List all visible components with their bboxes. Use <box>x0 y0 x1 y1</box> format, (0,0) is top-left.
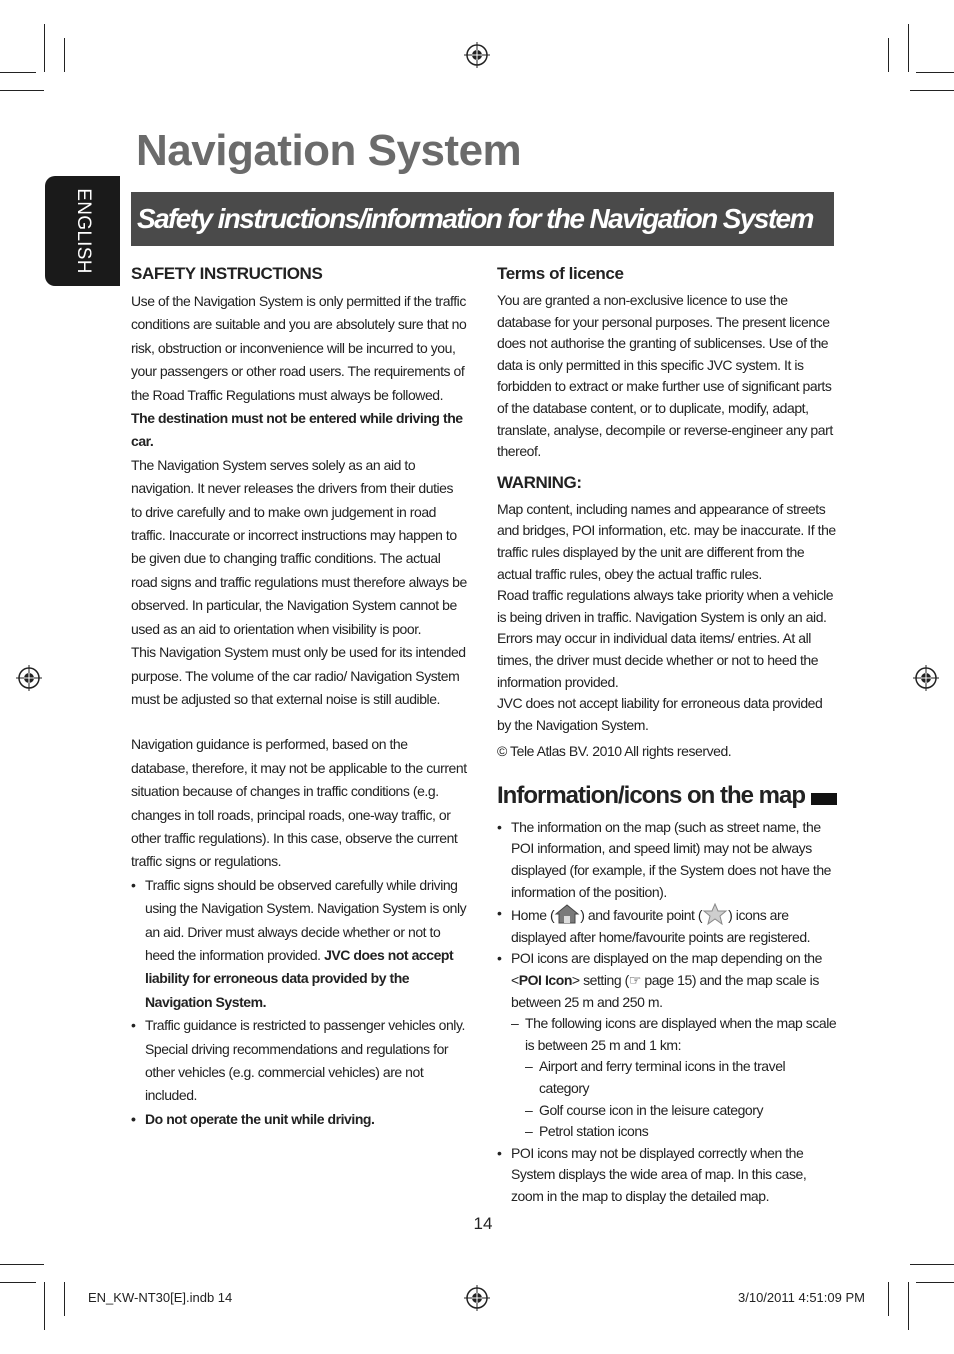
list-item: • The information on the map (such as street name, the POI information, and speed limit) may not be always displayed (for example, if the System does not have the information of the position). <box>497 817 837 903</box>
crop-mark <box>910 1264 954 1265</box>
bullet-bold: JVC does not accept liability for erroneous data provided by the Navigation System. <box>145 946 454 1010</box>
crop-mark <box>888 1282 889 1316</box>
print-timestamp: 3/10/2011 4:51:09 PM <box>738 1290 865 1305</box>
language-tab <box>45 176 120 286</box>
warning-paragraph-2: Road traffic regulations always take priority when a vehicle is being driven in traffic. Navigation System is only an aid. Errors may occur in individual data items/ entries. At all times, the driver must decide whether or not to heed the information provided. <box>497 587 834 690</box>
section-banner: Safety instructions/information for the Navigation System <box>131 192 834 246</box>
crop-mark <box>908 1282 909 1330</box>
registration-mark-icon <box>913 665 939 691</box>
list-item: – Petrol station icons <box>525 1121 837 1143</box>
left-column <box>131 262 467 1131</box>
info-sub-list <box>511 1013 837 1143</box>
registration-mark-icon <box>464 42 490 68</box>
safety-paragraph-2: The Navigation System serves solely as an aid to navigation. It never releases the drivers from their duties to drive carefully and to make own judgement in road traffic. Inaccurate or incorrect instructions may happen to be given due to changing traffic conditions. The actual road signs and traffic regulations must therefore always be observed. In particular, the Navigation System cannot be used as an aid to orientation when visibility is poor. <box>131 456 467 637</box>
favourite-star-icon <box>702 903 728 925</box>
safety-paragraph-1 <box>131 290 467 454</box>
list-item: • Do not operate the unit while driving. <box>131 1108 467 1131</box>
crop-mark <box>44 1282 45 1330</box>
list-item: – Airport and ferry terminal icons in the travel category <box>525 1056 837 1099</box>
bullet-text: ) icons are displayed after home/favourite points are registered. <box>511 907 811 945</box>
crop-mark <box>0 90 44 91</box>
bullet-text: > setting (☞ page 15) and the map scale is between 25 m and 250 m. <box>511 972 819 1010</box>
info-heading <box>497 781 837 811</box>
page-title: Navigation System <box>136 126 522 175</box>
crop-mark <box>0 72 36 73</box>
registration-mark-icon <box>16 665 42 691</box>
registration-mark-icon <box>464 1285 490 1311</box>
bullet-text: ) and favourite point ( <box>580 907 703 924</box>
crop-mark <box>44 24 45 72</box>
list-item <box>497 903 837 948</box>
page-number: 14 <box>473 1214 493 1233</box>
list-item: • Traffic guidance is restricted to passenger vehicles only. Special driving recommendations and regulations for other vehicles (e.g. commercial vehicles) are not included. <box>131 1014 467 1108</box>
poi-icon-setting-label: POI Icon <box>518 972 572 989</box>
terms-heading: Terms of licence <box>497 264 624 283</box>
crop-mark <box>916 72 954 73</box>
list-item <box>131 874 467 1014</box>
safety-warning-bold: The destination must not be entered while driving the car. <box>131 410 463 450</box>
home-icon <box>554 903 580 925</box>
safety-bullet-list <box>131 874 467 1131</box>
crop-mark <box>0 1264 44 1265</box>
crop-mark <box>916 1282 954 1283</box>
safety-text: Use of the Navigation System is only permitted if the traffic conditions are suitable and you are absolutely sure that no risk, obstruction or inconvenience will be incurred to you, your passengers or other road users. The requirements of the Road Traffic Regulations must always be followed. <box>131 293 467 403</box>
crop-mark <box>64 38 65 72</box>
warning-heading: WARNING: <box>497 472 582 492</box>
list-item: • POI icons may not be displayed correctly when the System displays the wide area of map. In this case, zoom in the map to display the detailed map. <box>497 1143 837 1208</box>
crop-mark <box>908 24 909 72</box>
right-column <box>497 262 837 1208</box>
section-marker-icon <box>811 793 837 805</box>
file-info: EN_KW-NT30[E].indb 14 <box>88 1290 233 1305</box>
bullet-text: The following icons are displayed when the map scale is between 25 m and 1 km: <box>525 1015 837 1053</box>
safety-heading: SAFETY INSTRUCTIONS <box>131 264 323 283</box>
bullet-text: POI icons are displayed on the map depending on the < <box>511 950 822 989</box>
crop-mark <box>64 1282 65 1316</box>
warning-paragraph-1: Map content, including names and appearance of streets and bridges, POI information, etc. may be inaccurate. If the traffic rules displayed by the unit are different from the actual traffic rules, obey the actual traffic rules. <box>497 500 836 582</box>
language-tab-label: ENGLISH <box>73 188 94 274</box>
list-item <box>511 1013 837 1143</box>
warning-paragraph-3: JVC does not accept liability for erroneous data provided by the Navigation System. <box>497 695 823 733</box>
terms-paragraph: You are granted a non-exclusive licence to use the database for your personal purposes. The present licence does not authorise the granting of sublicenses. Use of the data is only permitted in this specific JVC system. It is forbidden to extract or make further use of significant parts of the database content, or to duplicate, modify, adapt, translate, analyse, decompile or reverse-engineer any part thereof. <box>497 292 833 460</box>
bullet-text: Home ( <box>511 907 555 924</box>
info-bullet-list <box>497 817 837 1208</box>
crop-mark <box>888 38 889 72</box>
list-item <box>497 948 837 1142</box>
bullet-text: Traffic signs should be observed carefully while driving using the Navigation System. Navigation System is only an aid. Driver must always decide whether or not to heed the information provided. <box>145 876 467 963</box>
crop-mark <box>910 90 954 91</box>
list-item: – Golf course icon in the leisure category <box>525 1100 837 1122</box>
safety-paragraph-4: Navigation guidance is performed, based on the database, therefore, it may not be applicable to the current situation because of changes in traffic conditions (e.g. changes in toll roads, principal roads, one-way traffic, or other traffic regulations). In this case, observe the current traffic signs or regulations. <box>131 736 467 870</box>
info-heading-text: Information/icons on the map <box>497 781 806 809</box>
safety-paragraph-3: This Navigation System must only be used for its intended purpose. The volume of the car radio/ Navigation System must be adjusted so that external noise is still audible. <box>131 644 466 707</box>
copyright-text: © Tele Atlas BV. 2010 All rights reserved. <box>497 743 732 760</box>
info-sub-sub-list <box>525 1056 837 1142</box>
crop-mark <box>0 1282 36 1283</box>
